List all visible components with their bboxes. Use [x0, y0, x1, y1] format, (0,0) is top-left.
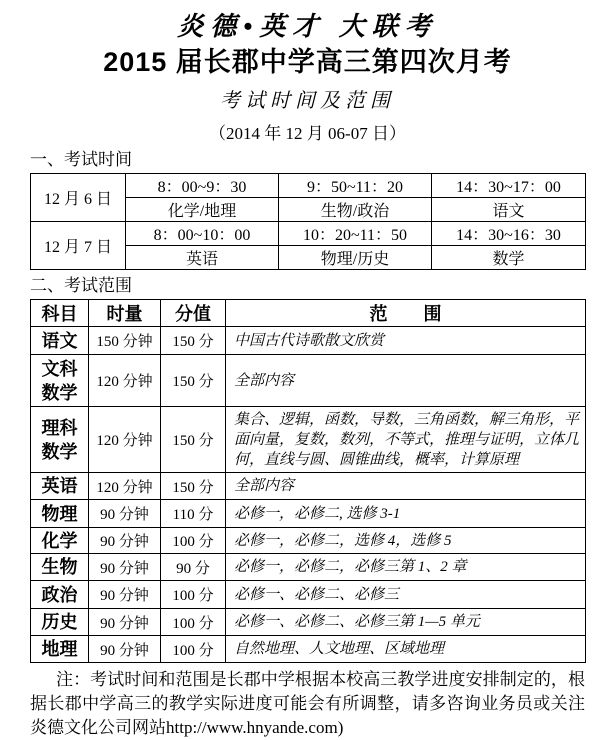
table-row	[31, 355, 586, 407]
exam-date-cell: 12 月 6 日	[31, 174, 126, 222]
score-cell: 90 分	[161, 554, 226, 581]
website-url: http://www.hnyande.com)	[166, 718, 344, 737]
exam-time-cell: 9：50~11：20	[279, 174, 432, 198]
exam-scope-table	[30, 299, 586, 663]
score-cell: 100 分	[161, 609, 226, 636]
exam-date-range: （2014 年 12 月 06-07 日）	[209, 124, 406, 143]
duration-cell: 90 分钟	[89, 554, 161, 581]
column-header-duration: 时量	[89, 300, 161, 327]
score-cell: 150 分	[161, 473, 226, 500]
scope-cell: 必修一，必修二, 选修 3-1	[226, 500, 586, 528]
duration-cell: 120 分钟	[89, 407, 161, 473]
table-row	[31, 222, 586, 246]
subject-cell: 生物	[31, 554, 89, 581]
exam-time-cell: 8：00~9：30	[126, 174, 279, 198]
exam-date-cell: 12 月 7 日	[31, 222, 126, 270]
exam-time-cell: 14：30~16：30	[432, 222, 586, 246]
subject-cell: 理科数学	[31, 407, 89, 473]
score-cell: 150 分	[161, 407, 226, 473]
exam-subject-cell: 数学	[432, 246, 586, 270]
scope-cell: 必修一，必修二，选修 4，选修 5	[226, 528, 586, 554]
footer-note-text: 注：考试时间和范围是长郡中学根据本校高三教学进度安排制定的，根据长郡中学高三的教学实际进度可能会有所调整，请多咨询业务员或关注炎德文化公司网站	[30, 670, 585, 737]
duration-cell: 90 分钟	[89, 500, 161, 528]
score-cell: 100 分	[161, 528, 226, 554]
exam-subject-cell: 化学/地理	[126, 198, 279, 222]
scope-cell: 必修一、必修二、必修三第 1—5 单元	[226, 609, 586, 636]
duration-cell: 90 分钟	[89, 609, 161, 636]
exam-subject-cell: 英语	[126, 246, 279, 270]
subject-cell: 语文	[31, 327, 89, 355]
subject-cell: 英语	[31, 473, 89, 500]
exam-time-table	[30, 173, 586, 270]
subject-cell: 地理	[31, 636, 89, 663]
exam-subtitle: 考试时间及范围	[220, 90, 395, 112]
duration-cell: 90 分钟	[89, 528, 161, 554]
duration-cell: 90 分钟	[89, 636, 161, 663]
table-row	[31, 407, 586, 473]
footer-note	[30, 668, 585, 740]
score-cell: 150 分	[161, 355, 226, 407]
subject-cell: 文科数学	[31, 355, 89, 407]
table-row	[31, 554, 586, 581]
subject-cell: 化学	[31, 528, 89, 554]
subject-cell: 政治	[31, 581, 89, 609]
table-header-row	[31, 300, 586, 327]
exam-subject-cell: 生物/政治	[279, 198, 432, 222]
duration-cell: 120 分钟	[89, 473, 161, 500]
column-header-scope: 范 围	[226, 300, 586, 327]
score-cell: 100 分	[161, 636, 226, 663]
exam-title: 2015 届长郡中学高三第四次月考	[103, 47, 512, 77]
document-header	[30, 12, 585, 144]
table-row	[31, 327, 586, 355]
column-header-score: 分值	[161, 300, 226, 327]
brand-title: 炎德•英才 大联考	[177, 12, 438, 41]
table-row	[31, 636, 586, 663]
table-row	[31, 473, 586, 500]
exam-time-cell: 10：20~11：50	[279, 222, 432, 246]
scope-cell: 集合、逻辑，函数，导数，三角函数，解三角形，平面向量，复数，数列，不等式，推理与证明，立体几何，直线与圆、圆锥曲线，概率，计算原理	[226, 407, 586, 473]
score-cell: 110 分	[161, 500, 226, 528]
exam-time-cell: 14：30~17：00	[432, 174, 586, 198]
scope-cell: 必修一，必修二，必修三第 1、2 章	[226, 554, 586, 581]
table-row	[31, 528, 586, 554]
scope-cell: 必修一、必修二、必修三	[226, 581, 586, 609]
scope-cell: 全部内容	[226, 473, 586, 500]
duration-cell: 90 分钟	[89, 581, 161, 609]
column-header-subject: 科目	[31, 300, 89, 327]
section-heading-exam-time: 一、考试时间	[30, 150, 132, 169]
duration-cell: 120 分钟	[89, 355, 161, 407]
score-cell: 150 分	[161, 327, 226, 355]
table-row	[31, 174, 586, 198]
section-heading-exam-scope: 二、考试范围	[30, 276, 132, 295]
score-cell: 100 分	[161, 581, 226, 609]
subject-cell: 历史	[31, 609, 89, 636]
exam-time-cell: 8：00~10：00	[126, 222, 279, 246]
duration-cell: 150 分钟	[89, 327, 161, 355]
subject-cell: 物理	[31, 500, 89, 528]
exam-subject-cell: 物理/历史	[279, 246, 432, 270]
scope-cell: 中国古代诗歌散文欣赏	[226, 327, 586, 355]
table-row	[31, 581, 586, 609]
table-row	[31, 609, 586, 636]
scope-cell: 全部内容	[226, 355, 586, 407]
scope-cell: 自然地理、人文地理、区域地理	[226, 636, 586, 663]
exam-subject-cell: 语文	[432, 198, 586, 222]
table-row	[31, 500, 586, 528]
